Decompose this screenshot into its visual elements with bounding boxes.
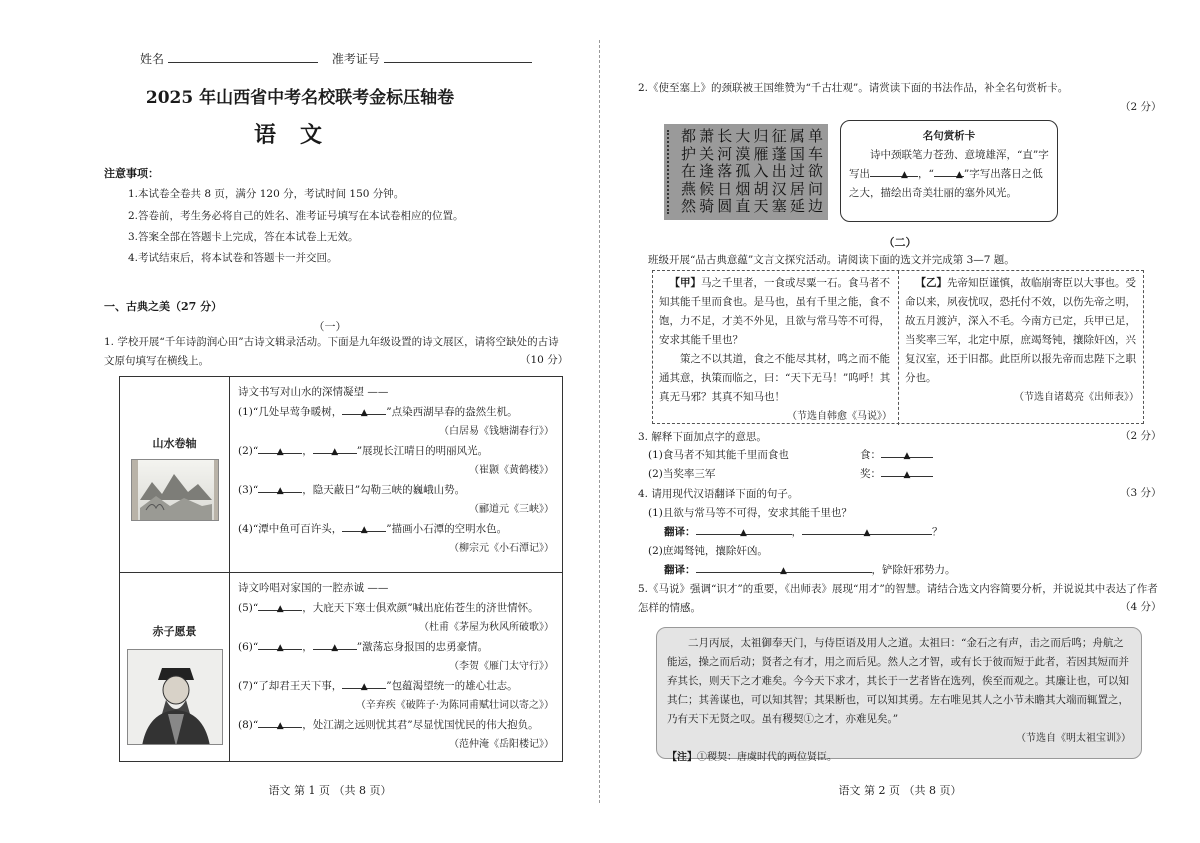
question-3: 3. 解释下面加点字的意思。 (638, 431, 767, 443)
page-footer: 语文 第 1 页 （共 8 页） (268, 784, 392, 797)
passage-a: 【甲】马之千里者，一食或尽粟一石。食马者不知其能千里而食也。是马也，虽有千里之能，食不饱，力不足，才美不外见，且欲与常马等不可得，安求其能千里也？ 策之不以其道，食之不能尽其材，鸣之而不能通其意，执策而临之，曰：“天下无马！”呜呼！其真无马邪？其真不知马也！ （节选自韩愈《马说》） (653, 271, 899, 425)
note-item: 1.本试卷全卷共 8 页，满分 120 分，考试时间 150 分钟。 (128, 188, 405, 200)
landscape-scroll-image (131, 459, 219, 521)
question-1-score: （10 分） (520, 354, 569, 366)
answer-blank[interactable]: ▲ (313, 638, 357, 650)
answer-blank[interactable]: ▲ (342, 677, 386, 689)
passage-source: （节选自诸葛亮《出师表》） (1014, 392, 1139, 403)
question-4-answer-1: 翻译： ▲ ， ▲ ？ (664, 523, 943, 542)
poem-line-6: (6)“ ▲ ， ▲ ”激荡忘身报国的忠勇豪情。 (238, 638, 554, 658)
landscape-poems (230, 377, 563, 573)
question-3-item-2: (2)当奖率三军 (648, 468, 716, 480)
question-4-item-2: (2)庶竭驽钝，攘除奸凶。 (648, 545, 768, 557)
answer-blank[interactable]: ▲ (881, 446, 933, 458)
id-label: 准考证号 (331, 52, 380, 66)
extra-reading-note: 【注】①稷契：唐虞时代的两位贤臣。 (667, 752, 837, 763)
block-heading: 诗文书写对山水的深情凝望 —— (238, 386, 389, 398)
name-label: 姓名 (140, 52, 165, 66)
poem-source: （郦道元《三峡》） (469, 504, 554, 515)
poem-line-1: (1)“几处早莺争暖树， ▲ ”点染西湖早春的盎然生机。 (238, 403, 554, 423)
extra-reading-source: （节选自《明太祖宝训》） (1016, 733, 1131, 744)
theme-title: 山水卷轴 (152, 437, 197, 450)
question-2: 2.《使至塞上》的颈联被王国维赞为“千古壮观”。请赏读下面的书法作品，补全名句赏析卡。 (638, 82, 1069, 94)
poem-source: （范仲淹《岳阳楼记》） (449, 739, 554, 750)
answer-blank[interactable]: ▲ (342, 403, 386, 415)
part-heading: （二） (883, 236, 917, 249)
poem-line-7: (7)“了却君王天下事， ▲ ”包蕴渴望统一的雄心壮志。 (238, 677, 554, 697)
question-4-item-1: (1)且欲与常马等不可得，安求其能千里也？ (648, 507, 852, 519)
question-1: 1. 学校开展“千年诗韵润心田”古诗文辑录活动。下面是九年级设置的诗文展区，请将空缺处的古诗文原句填写在横线上。 (104, 336, 559, 367)
poem-line-4: (4)“潭中鱼可百许头， ▲ ”描画小石潭的空明水色。 (238, 520, 554, 540)
id-field[interactable] (384, 51, 532, 63)
page-2 (600, 0, 1200, 843)
poem-source: （杜甫《茅屋为秋风所破歌》） (419, 622, 554, 633)
poem-line-8: (8)“ ▲ ，处江湖之远则忧其君”尽显忧国忧民的伟大抱负。 (238, 716, 554, 736)
passage-source: （节选自韩愈《马说》） (787, 411, 892, 422)
note-item: 4.考试结束后，将本试卷和答题卡一并交回。 (128, 252, 338, 264)
extra-reading-text: 二月丙辰，太祖御奉天门，与侍臣语及用人之道。太祖曰：“金石之有声，击之而后鸣；舟航之能运，操之而后动；贤者之有才，用之而后见。然人之才智，或有长于彼而短于此者，若因其短而并弃其长，则天下之才难矣。今今天下求才，其长于一艺者皆在选列，俟至而观之。其廉让也，可以知其仁；其善谋也，可以知其智；其果断也，可以知其勇。左右唯见其人之小节未瞻其大端而辄置之，乃有天下无贤之叹。虽有稷契①之才，亦难见矣。” (667, 637, 1129, 725)
answer-blank[interactable]: ▲ (802, 523, 932, 535)
calligraphy-column: 属国过居延 (789, 127, 805, 215)
passages-box (652, 270, 1144, 424)
poem-line-5: (5)“ ▲ ，大庇天下寒士俱欢颜”喊出庇佑苍生的济世情怀。 (238, 599, 554, 619)
poem-source: （柳宗元《小石潭记》） (449, 543, 554, 554)
poetry-table (119, 376, 563, 762)
answer-blank[interactable]: ▲ (258, 599, 302, 611)
subject-title: 语文 (253, 122, 346, 148)
question-4-answer-2: 翻译： ▲ ，铲除奸邪势力。 (664, 561, 956, 580)
name-row (140, 50, 536, 67)
theme-cell-landscape (120, 377, 230, 573)
answer-blank[interactable]: ▲ (696, 561, 872, 573)
calligraphy-column: 都护在燕然 (680, 127, 696, 215)
calligraphy-column: 长河落日圆 (717, 127, 733, 215)
theme-cell-patriot (120, 573, 230, 762)
passage-b: 【乙】先帝知臣谨慎，故临崩寄臣以大事也。受命以来，夙夜忧叹，恐托付不效，以伤先帝之明，故五月渡泸，深入不毛。今南方已定，兵甲已足，当奖率三军，北定中原，庶竭驽钝，攘除奸凶，兴复汉室，还于旧都。此臣所以报先帝而忠陛下之职分也。 （节选自诸葛亮《出师表》） (899, 271, 1145, 425)
part-intro: 班级开展“品古典意蕴”文言文探究活动。请阅读下面的选文并完成第 3—7 题。 (648, 254, 1015, 266)
question-4: 4. 请用现代汉语翻译下面的句子。 (638, 488, 799, 500)
name-field[interactable] (168, 51, 318, 63)
extra-reading-box (656, 627, 1142, 763)
card-text: 诗中颈联笔力苍劲、意境雄浑，“直”字写出 ▲ ，“ ▲”字写出落日之低之大，描绘出奇美壮丽的塞外风光。 (849, 149, 1049, 199)
question-2-score: （2 分） (1120, 101, 1162, 113)
theme-title: 赤子愿景 (152, 625, 197, 638)
answer-blank[interactable]: ▲ (881, 465, 933, 477)
answer-blank[interactable]: ▲ (258, 481, 302, 493)
note-item: 2.答卷前，考生务必将自己的姓名、准考证号填写在本试卷相应的位置。 (128, 210, 464, 222)
question-3-answer-1: 食： ▲ (860, 446, 933, 465)
question-4-score: （3 分） (1120, 487, 1162, 499)
poem-source: （辛弃疾《破阵子·为陈同甫赋壮词以寄之》） (355, 700, 554, 711)
answer-blank[interactable]: ▲ (934, 165, 964, 177)
question-3-score: （2 分） (1120, 430, 1162, 442)
patriot-poems (230, 573, 563, 762)
part-heading: （一） (313, 320, 347, 333)
block-heading: 诗文吟唱对家国的一腔赤诚 —— (238, 582, 389, 594)
calligraphy-column: 单车欲问边 (807, 127, 823, 215)
answer-blank[interactable]: ▲ (258, 442, 302, 454)
calligraphy-column: 大漠孤烟直 (735, 127, 751, 215)
poem-source: （白居易《钱塘湖春行》） (439, 426, 554, 437)
calligraphy-inscription (667, 130, 675, 214)
poem-source: （李贺《雁门太守行》） (449, 661, 554, 672)
notes-heading: 注意事项： (104, 167, 159, 180)
paper-title: 2025 年山西省中考名校联考金标压轴卷 (145, 88, 455, 108)
answer-blank[interactable]: ▲ (313, 442, 357, 454)
answer-blank[interactable]: ▲ (696, 523, 792, 535)
card-title: 名句赏析卡 (922, 130, 976, 142)
question-3-answer-2: 奖： ▲ (860, 465, 933, 484)
poem-line-3: (3)“ ▲ ，隐天蔽日”勾勒三峡的巍峨山势。 (238, 481, 554, 501)
poet-portrait-image (127, 649, 223, 745)
answer-blank[interactable]: ▲ (258, 638, 302, 650)
question-5: 5.《马说》强调“识才”的重要，《出师表》展现“用才”的智慧。请结合选文内容简要分析，并说说其中表达了作者怎样的情感。 (638, 583, 1158, 614)
question-3-item-1: (1)食马者不知其能千里而食也 (648, 449, 789, 461)
passage-label: 【甲】 (669, 277, 701, 289)
note-item: 3.答案全部在答题卡上完成，答在本试卷上无效。 (128, 231, 359, 243)
calligraphy-column: 征蓬出汉塞 (771, 127, 787, 215)
calligraphy-image (664, 124, 828, 220)
calligraphy-column: 萧关逢候骑 (699, 127, 715, 215)
calligraphy-column: 归雁入胡天 (753, 127, 769, 215)
passage-label: 【乙】 (915, 277, 947, 289)
appreciation-card (840, 120, 1058, 222)
answer-blank[interactable]: ▲ (342, 520, 386, 532)
question-5-score: （4 分） (1120, 601, 1162, 613)
answer-blank[interactable]: ▲ (870, 165, 918, 177)
poem-source: （崔颢《黄鹤楼》） (469, 465, 554, 476)
page-footer: 语文 第 2 页 （共 8 页） (838, 784, 962, 797)
answer-blank[interactable]: ▲ (258, 716, 302, 728)
poem-line-2: (2)“ ▲ ， ▲ ”展现长江晴日的明丽风光。 (238, 442, 554, 462)
section-heading: 一、古典之美（27 分） (104, 300, 223, 313)
